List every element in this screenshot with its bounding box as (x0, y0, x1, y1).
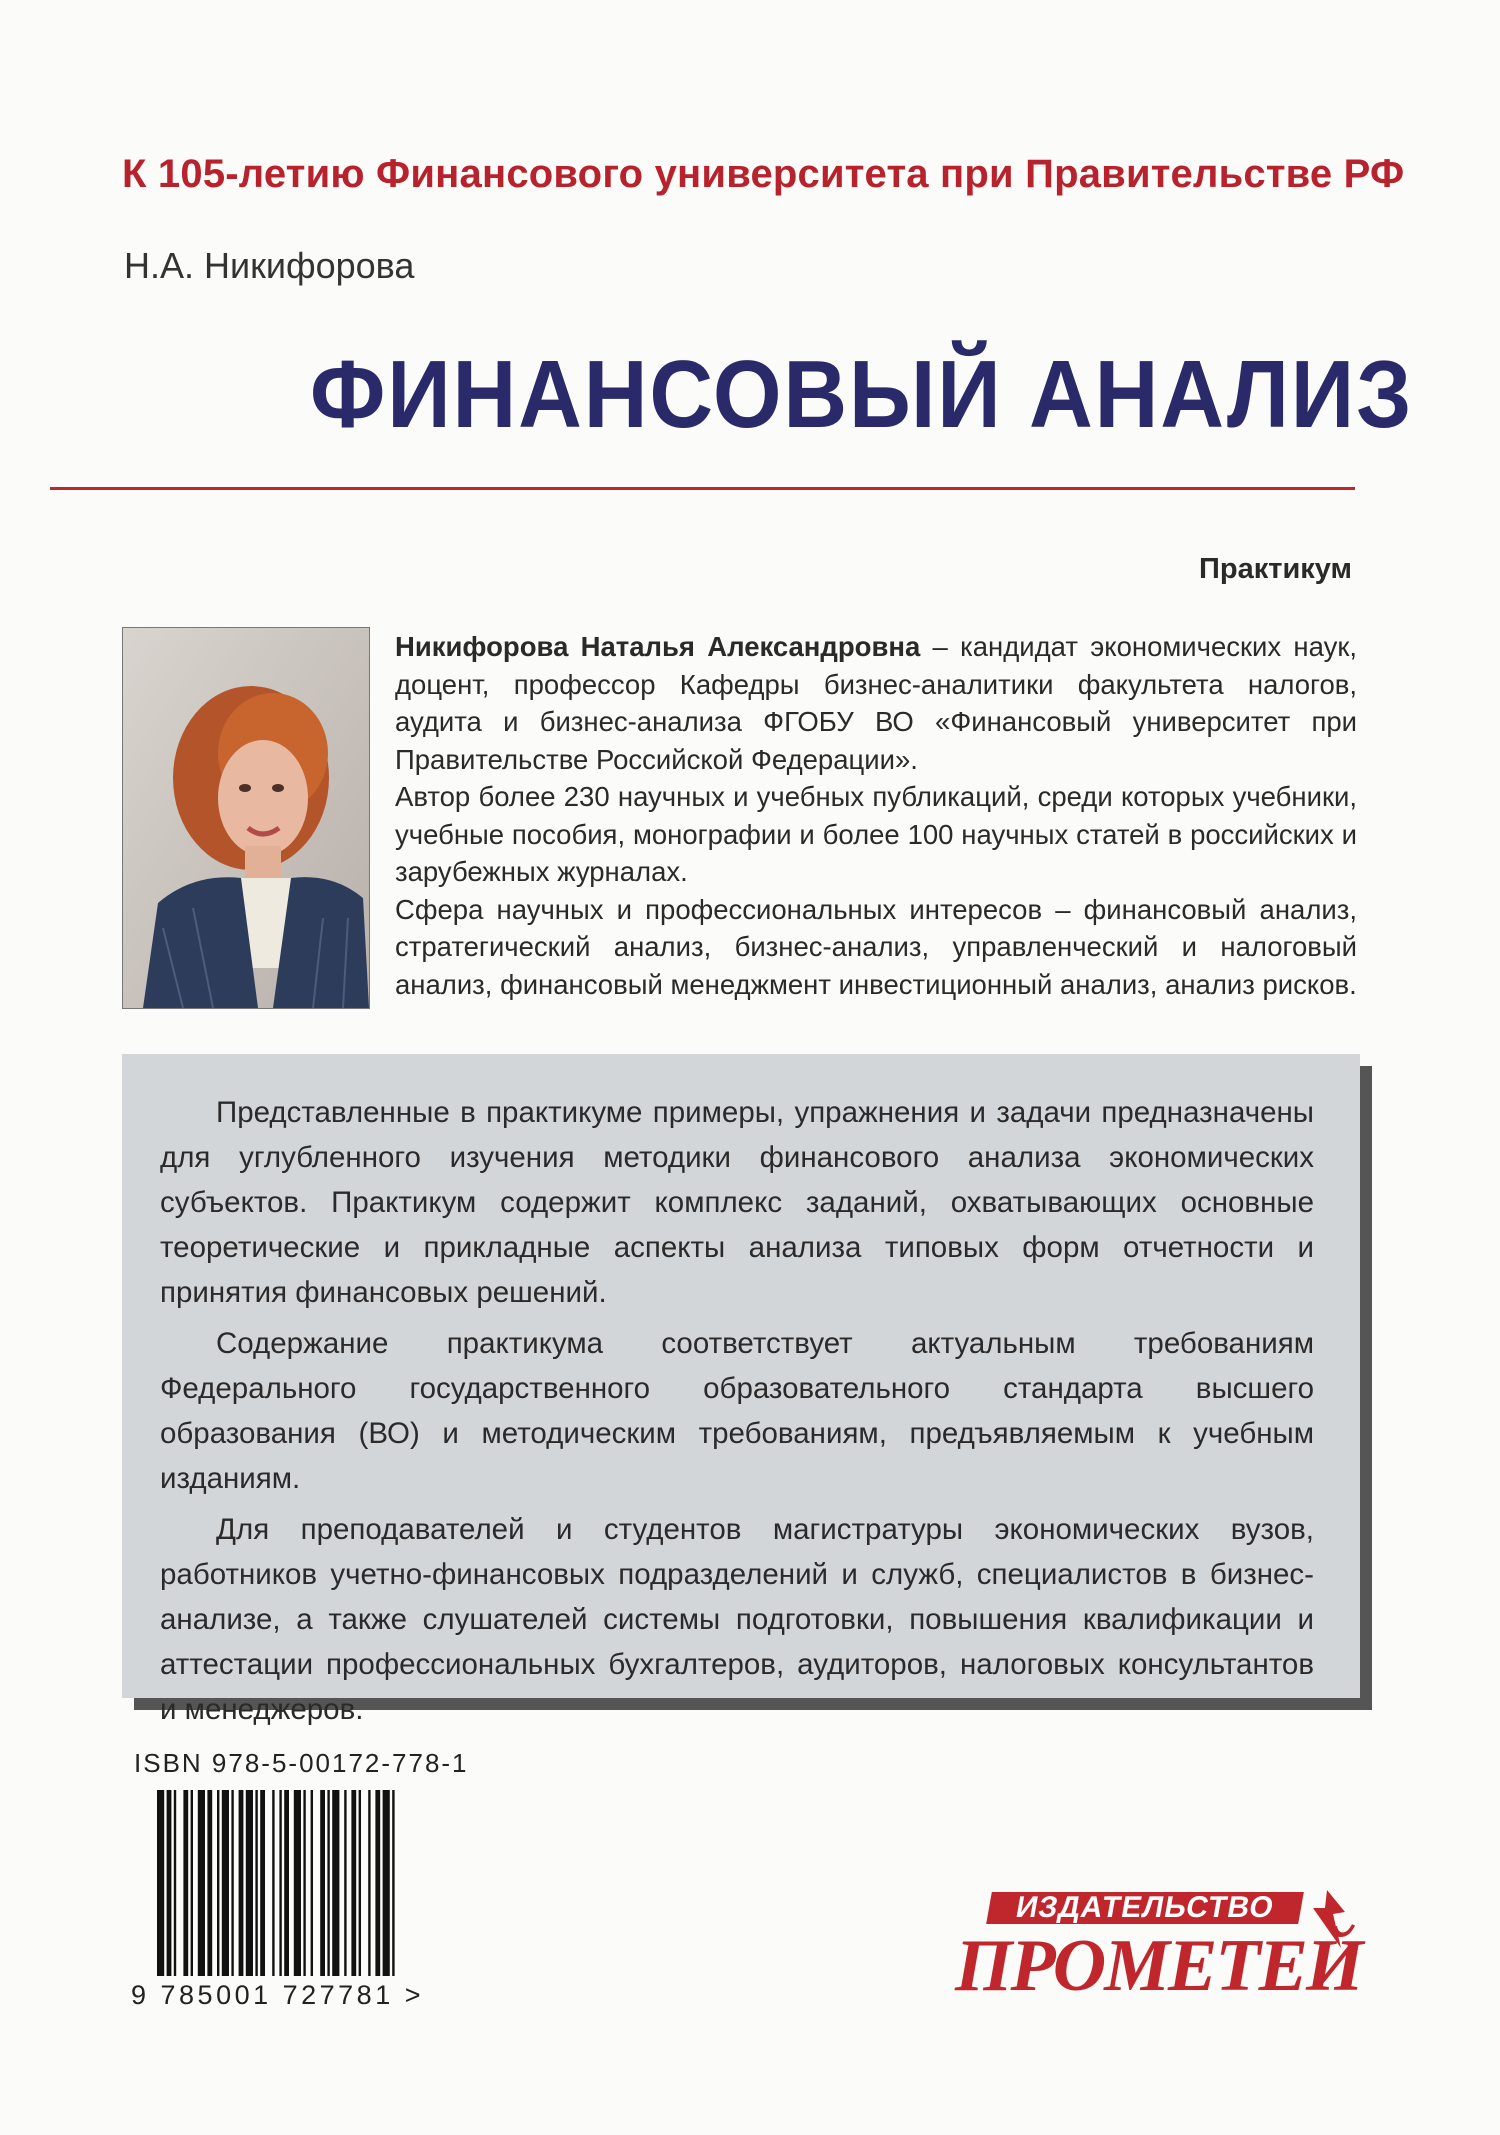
author-name: Н.А. Никифорова (124, 245, 415, 286)
barcode-bar (327, 1790, 329, 1976)
barcode-bar (279, 1790, 281, 1976)
barcode-bar (174, 1790, 176, 1976)
barcode-bar (344, 1790, 346, 1976)
description-paragraph-2: Содержание практикума соответствует актуальным требованиям Федерального государственного образовательного стандарта высшего образования (ВО) и методическим требованиям, предъявляемым к учебным изданиям. (160, 1327, 1314, 1495)
bio-publications: Автор более 230 научных и учебных публикаций, среди которых учебники, учебные пособия, монографии и более 100 научных статей в российских и зарубежных журналах. (395, 781, 1357, 887)
barcode-bar (260, 1790, 265, 1976)
description-paragraph-3: Для преподавателей и студентов магистратуры экономических вузов, работников учетно-финансовых подразделений и служб, специалистов в бизнес-анализе, а также слушателей системы подготовки, повышения квалификации и аттестации профессиональных бухгалтеров, аудиторов, налоговых консультантов и менеджеров. (160, 1513, 1314, 1726)
barcode-bar (255, 1790, 257, 1976)
barcode-bar (231, 1790, 233, 1976)
genre-label: Практикум (1199, 553, 1352, 585)
description-paragraph-1: Представленные в практикуме примеры, упражнения и задачи предназначены для углубленного изучения методики финансового анализа экономических субъектов. Практикум содержит комплекс заданий, охватывающих основные теоретические и прикладные аспекты анализа типовых форм отчетности и принятия финансовых решений. (160, 1096, 1314, 1309)
barcode-bar (332, 1790, 339, 1976)
barcode-bar (311, 1790, 313, 1976)
barcode-digits: 9 785001 727781 > (131, 1980, 424, 2010)
author-bio (395, 628, 1357, 1003)
anniversary-line: К 105-летию Финансового университета при Правительстве РФ (122, 152, 1405, 196)
description-box (122, 1054, 1360, 1726)
barcode-bar (246, 1790, 253, 1976)
barcode-bar (217, 1790, 219, 1976)
barcode-bar (157, 1790, 164, 1976)
bio-author-name: Никифорова Наталья Александровна (395, 631, 921, 662)
barcode-bar (375, 1790, 380, 1976)
barcode-bar (351, 1790, 356, 1976)
barcode-bar (294, 1790, 301, 1976)
bio-credentials: – кандидат экономических наук, доцент, профессор Кафедры бизнес-аналитики факультета налогов, аудита и бизнес-анализа ФГОБУ ВО «Финансовый университет при Правительстве Российской Федерации». (395, 631, 1357, 775)
barcode-bar (222, 1790, 229, 1976)
barcode-bar (191, 1790, 193, 1976)
author-photo (122, 627, 370, 1009)
publisher-logo-big: ПРОМЕТЕЙ (955, 1925, 1362, 2007)
bio-paragraph (395, 628, 1357, 778)
book-title: ФИНАНСОВЫЙ АНАЛИЗ (310, 341, 1414, 448)
barcode-bar (383, 1790, 390, 1976)
isbn-label: ISBN 978-5-00172-778-1 (134, 1748, 469, 1778)
publisher-logo (955, 1890, 1362, 2030)
barcode-bar (207, 1790, 212, 1976)
barcode-bar (303, 1790, 305, 1976)
barcode-bar (392, 1790, 394, 1976)
barcode-bar (167, 1790, 172, 1976)
title-divider (50, 487, 1355, 490)
barcode-bar (320, 1790, 325, 1976)
publisher-logo-small: ИЗДАТЕЛЬСТВО (986, 1892, 1304, 1924)
barcode (157, 1790, 447, 1976)
barcode-bar (359, 1790, 361, 1976)
barcode-bar (272, 1790, 274, 1976)
bio-interests: Сфера научных и профессиональных интересов – финансовый анализ, стратегический анализ, бизнес-анализ, управленческий и налоговый анализ, финансовый менеджмент инвестиционный анализ, анализ рисков. (395, 893, 1357, 1000)
barcode-bar (368, 1790, 370, 1976)
barcode-bar (183, 1790, 188, 1976)
barcode-bar (239, 1790, 244, 1976)
portrait-illustration (123, 628, 369, 1008)
barcode-bar (284, 1790, 289, 1976)
barcode-bar (198, 1790, 205, 1976)
flame-icon (1307, 1890, 1347, 1950)
